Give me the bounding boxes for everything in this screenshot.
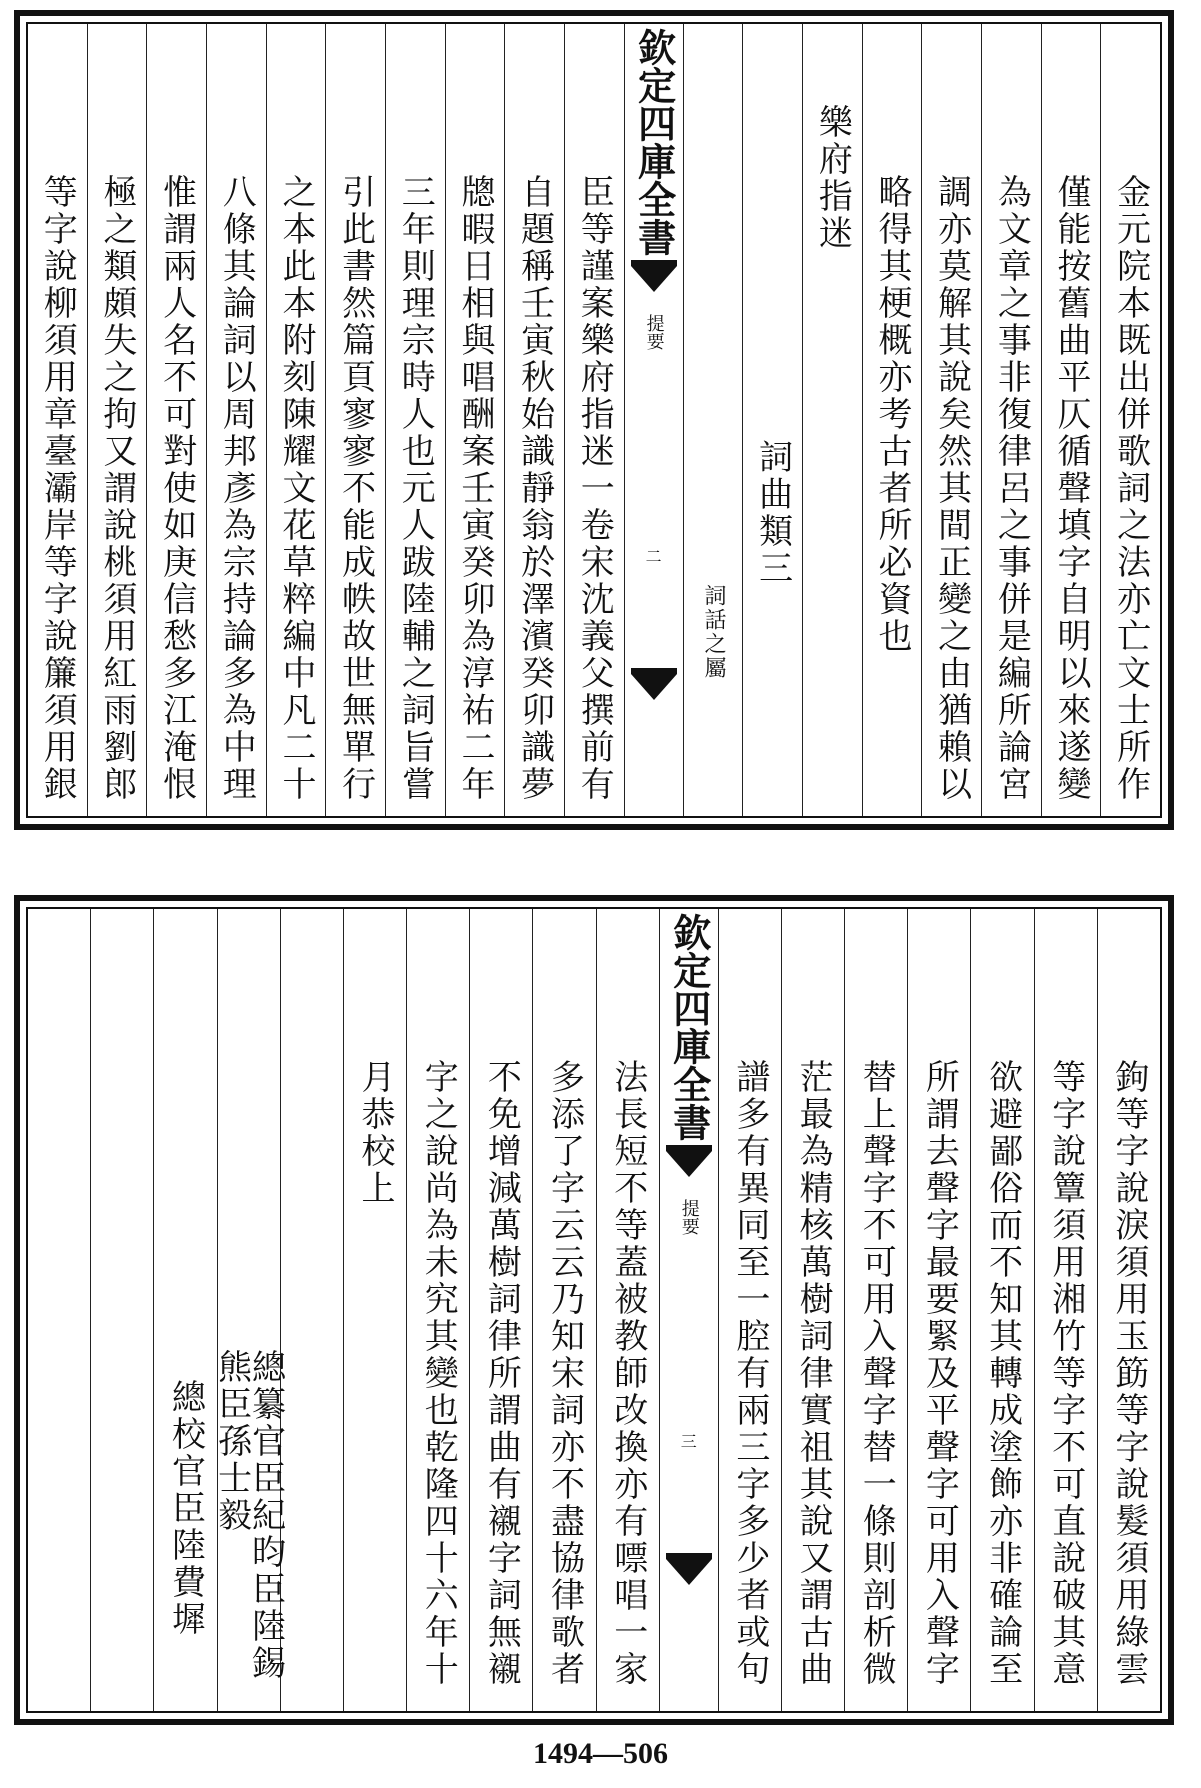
text-column — [28, 24, 87, 816]
center-fold-page-number: 三 — [680, 1432, 697, 1451]
column-text: 三年則理宗時人也元人跋陸輔之詞旨嘗 — [395, 174, 436, 803]
text-column — [844, 909, 907, 1711]
text-column — [862, 24, 922, 816]
text-column — [718, 909, 781, 1711]
text-column — [532, 909, 595, 1711]
column-text: 譜多有異同至一腔有兩三字多少者或句 — [729, 1059, 770, 1688]
text-column — [206, 24, 266, 816]
upper-page-frame — [26, 22, 1162, 818]
column-text: 臣等謹案樂府指迷一卷宋沈義父撰前有 — [574, 174, 615, 803]
text-column — [802, 24, 862, 816]
center-fold-section: 提要 — [678, 1199, 700, 1235]
text-column — [564, 24, 624, 816]
text-column — [445, 24, 505, 816]
center-fold-section: 提要 — [643, 314, 665, 350]
upper-page — [14, 10, 1174, 830]
column-text: 鉤等字說淚須用玉筯等字說髮須用綠雲 — [1108, 1059, 1149, 1688]
column-text: 略得其梗概亦考古者所必資也 — [871, 174, 912, 655]
column-text: 欲避鄙俗而不知其轉成塗飾亦非確論至 — [982, 1059, 1023, 1688]
fish-tail-lower-icon — [627, 664, 681, 704]
column-text: 詞話之屬 — [700, 584, 726, 680]
text-column — [1097, 909, 1160, 1711]
column-text: 之本此本附刻陳耀文花草粹編中凡二十 — [275, 174, 316, 803]
center-fold-title: 欽定四庫全書 — [666, 913, 712, 1141]
text-column — [1034, 909, 1097, 1711]
text-column — [28, 909, 90, 1711]
column-text: 僅能按舊曲平仄循聲填字自明以來遂變 — [1051, 174, 1091, 803]
column-text: 替上聲字不可用入聲字替一條則剖析微 — [856, 1059, 897, 1688]
column-text: 金元院本既出併歌詞之法亦亡文士所作 — [1110, 174, 1151, 803]
center-fold — [624, 24, 683, 816]
column-text: 總纂官臣紀昀臣陸錫熊臣孫士毅 — [211, 1349, 286, 1682]
text-column — [385, 24, 445, 816]
text-column — [921, 24, 981, 816]
lower-page-frame — [26, 907, 1162, 1713]
column-text: 茫最為精核萬樹詞律實祖其說又謂古曲 — [793, 1059, 834, 1688]
text-column — [504, 24, 564, 816]
page-number-footer: 1494—506 — [533, 1737, 668, 1770]
text-column — [87, 24, 147, 816]
column-text: 等字說柳須用章臺灞岸等字說簾須用銀 — [37, 174, 78, 803]
center-fold — [659, 909, 718, 1711]
text-column — [153, 909, 216, 1711]
column-text: 為文章之事非復律呂之事併是編所論宮 — [991, 174, 1032, 803]
text-column — [781, 909, 844, 1711]
text-column — [683, 24, 743, 816]
column-text: 引此書然篇頁寥寥不能成帙故世無單行 — [335, 174, 376, 803]
fish-tail-upper-icon — [627, 256, 681, 296]
column-text: 詞曲類三 — [752, 439, 793, 587]
text-column — [90, 909, 153, 1711]
text-column — [1100, 24, 1160, 816]
column-text: 極之類頗失之拘又謂說桃須用紅雨劉郎 — [96, 174, 137, 803]
column-text: 不免增減萬樹詞律所謂曲有襯字詞無襯 — [481, 1059, 522, 1688]
text-column — [981, 24, 1041, 816]
text-column — [146, 24, 206, 816]
text-column — [406, 909, 469, 1711]
text-column — [325, 24, 385, 816]
center-fold-page-number: 二 — [645, 547, 662, 566]
fish-tail-upper-icon — [662, 1141, 716, 1181]
column-text: 總校官臣陸費墀 — [165, 1379, 206, 1638]
column-text: 樂府指迷 — [812, 104, 853, 252]
text-column — [280, 909, 343, 1711]
text-column — [211, 909, 286, 1711]
column-text: 等字說簟須用湘竹等字不可直說破其意 — [1045, 1059, 1086, 1688]
column-text: 多添了字云云乃知宋詞亦不盡協律歌者 — [544, 1059, 585, 1688]
column-text: 字之說尚為未究其變也乾隆四十六年十 — [418, 1059, 459, 1688]
text-column — [266, 24, 326, 816]
text-column — [469, 909, 532, 1711]
lower-page — [14, 895, 1174, 1725]
column-text: 法長短不等蓋被教師改換亦有嘌唱一家 — [607, 1059, 648, 1688]
column-text: 月恭校上 — [355, 1059, 396, 1207]
text-column — [343, 909, 406, 1711]
text-column — [907, 909, 970, 1711]
text-column — [970, 909, 1033, 1711]
fish-tail-lower-icon — [662, 1549, 716, 1589]
text-column — [596, 909, 659, 1711]
text-column — [1041, 24, 1101, 816]
column-text: 自題稱壬寅秋始識靜翁於澤濱癸卯識夢 — [514, 174, 555, 803]
column-text: 所謂去聲字最要緊及平聲字可用入聲字 — [919, 1059, 960, 1688]
column-text: 惟謂兩人名不可對使如庚信愁多江淹恨 — [156, 174, 197, 803]
text-column — [742, 24, 802, 816]
column-text: 調亦莫解其說矣然其間正變之由猶賴以 — [931, 174, 972, 803]
center-fold-title: 欽定四庫全書 — [631, 28, 677, 256]
column-text: 八條其論詞以周邦彥為宗持論多為中理 — [216, 174, 257, 803]
column-text: 牕暇日相與唱酬案壬寅癸卯為淳祐二年 — [454, 174, 495, 803]
